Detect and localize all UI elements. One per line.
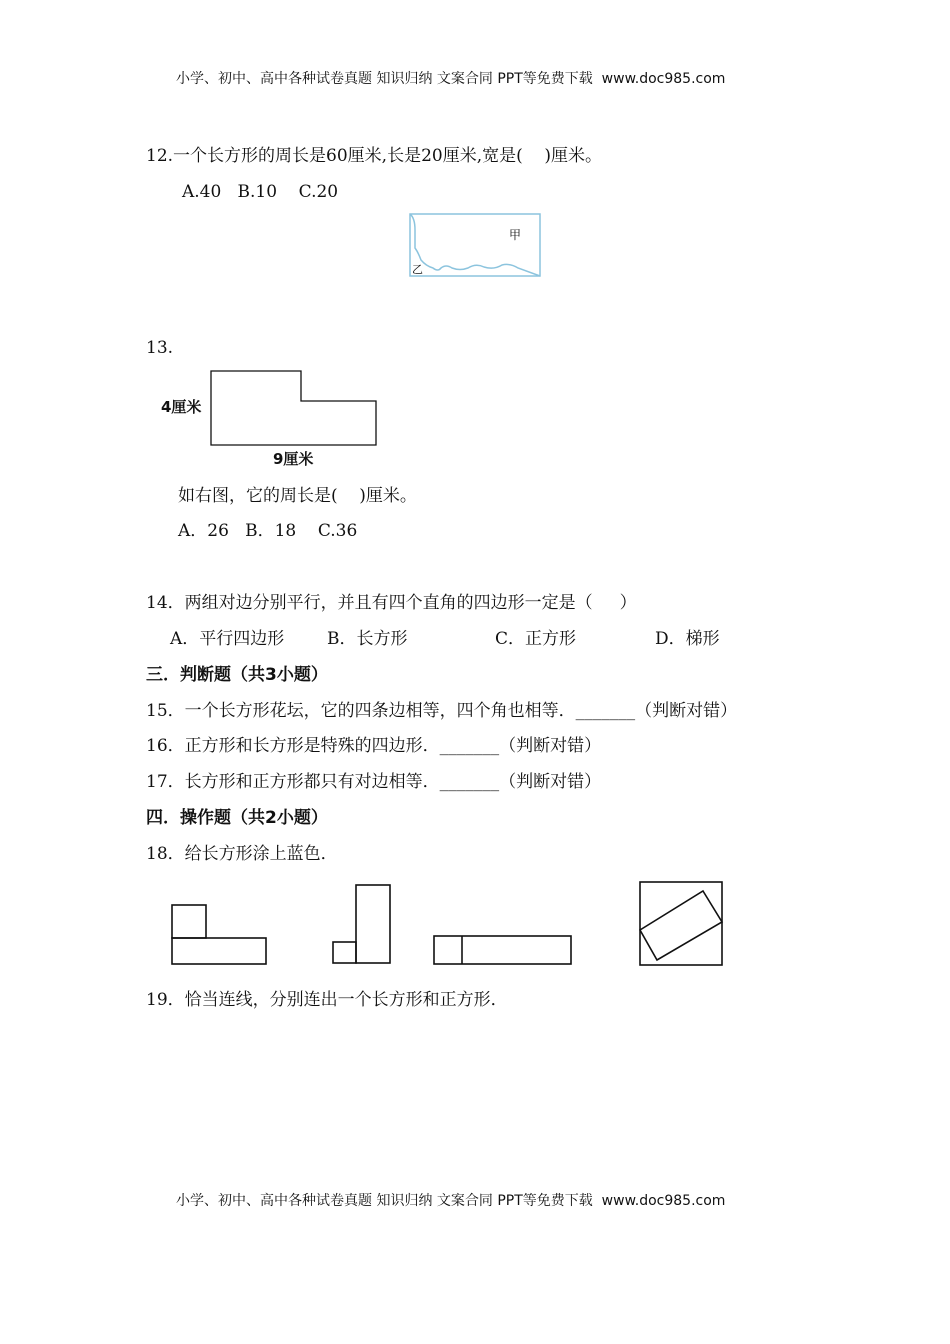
- page-header: 小学、初中、高中各种试卷真题 知识归纳 文案合同 PPT等免费下载 www.doc985.com: [176, 71, 726, 87]
- section-4-heading: 四．操作题（共2小题）: [146, 808, 328, 828]
- section-3-heading: 三．判断题（共3小题）: [146, 665, 328, 685]
- question-15: 15．一个长方形花坛，它的四条边相等，四个角也相等．_______（判断对错）: [146, 701, 738, 721]
- page-footer: 小学、初中、高中各种试卷真题 知识归纳 文案合同 PPT等免费下载 www.doc985.com: [176, 1193, 726, 1209]
- q12-label-yi: 乙: [412, 263, 423, 276]
- question-13: 13.: [146, 338, 174, 358]
- q14-option-a: A．平行四边形: [170, 629, 285, 649]
- question-13-text: 如右图，它的周长是( )厘米。: [178, 486, 417, 506]
- question-19: 19．恰当连线，分别连出一个长方形和正方形．: [146, 990, 508, 1010]
- q14-option-b: B．长方形: [327, 629, 408, 649]
- q13-width-label: 9厘米: [273, 450, 314, 468]
- question-17: 17．长方形和正方形都只有对边相等．_______（判断对错）: [146, 772, 602, 792]
- q13-height-label: 4厘米: [161, 398, 202, 416]
- q12-figure: [410, 214, 540, 276]
- question-14: 14．两组对边分别平行，并且有四个直角的四边形一定是（ ）: [146, 593, 637, 613]
- q18-shapes: [172, 882, 722, 965]
- q13-l-shape: [211, 371, 376, 445]
- question-13-options: A．26 B．18 C.36: [178, 521, 358, 541]
- question-12: 12.一个长方形的周长是60厘米,长是20厘米,宽是( )厘米。: [146, 146, 602, 166]
- q12-label-jia: 甲: [509, 228, 522, 242]
- q14-option-c: C．正方形: [495, 629, 577, 649]
- question-18: 18．给长方形涂上蓝色．: [146, 844, 338, 864]
- question-12-options: A.40 B.10 C.20: [182, 182, 339, 202]
- q14-option-d: D．梯形: [655, 629, 720, 649]
- question-16: 16．正方形和长方形是特殊的四边形．_______（判断对错）: [146, 736, 602, 756]
